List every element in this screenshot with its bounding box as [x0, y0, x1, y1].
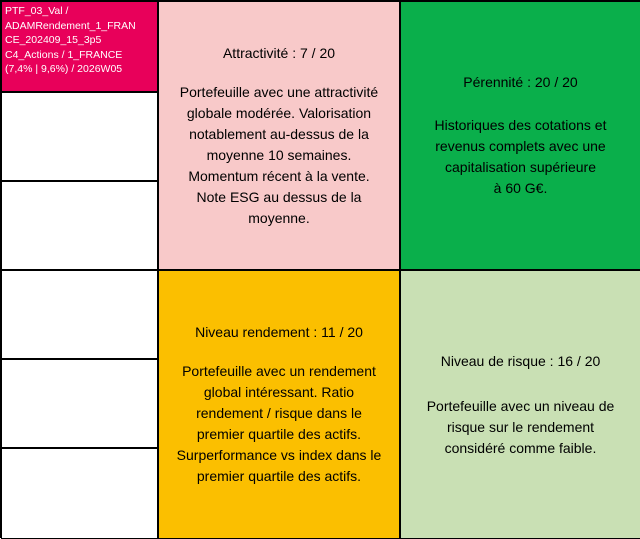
description-line: moyenne 10 semaines. [206, 146, 352, 163]
quadrant-title: Niveau rendement : 11 / 20 [195, 324, 363, 340]
quadrant-description [427, 396, 615, 459]
empty-cell [1, 359, 158, 448]
quadrant-description [435, 115, 607, 199]
description-line: premier quartile des actifs. [196, 468, 362, 484]
description-line: considéré comme faible. [444, 439, 597, 456]
quadrant-description [180, 82, 378, 229]
empty-cell [1, 181, 158, 270]
description-line: global intéressant. Ratio [203, 384, 355, 400]
portfolio-title-cell [1, 1, 158, 92]
description-line: Note ESG au dessus de la [196, 188, 362, 205]
empty-cell [1, 270, 158, 359]
quadrant-description [177, 361, 382, 487]
description-line: rendement / risque dans le [196, 405, 362, 421]
portfolio-line: PTF_03_Val / [5, 5, 69, 17]
description-line: Momentum récent à la vente. [188, 167, 370, 184]
quadrant-title: Pérennité : 20 / 20 [463, 74, 578, 90]
description-line: Historiques des cotations et [434, 117, 607, 133]
description-line: risque sur le rendement [446, 418, 595, 435]
description-line: Surperformance vs index dans le [176, 447, 382, 463]
quadrant-perennite [400, 1, 640, 270]
description-line: premier quartile des actifs. [196, 426, 362, 442]
portfolio-line: C4_Actions / 1_FRANCE [5, 48, 123, 61]
description-line: Portefeuille avec un rendement [182, 363, 376, 379]
description-line: globale modérée. Valorisation [186, 104, 372, 121]
description-line: Portefeuille avec une attractivité [179, 83, 379, 100]
description-line: capitalisation supérieure [445, 159, 596, 175]
description-line: Portefeuille avec un niveau de [426, 397, 615, 414]
quadrant-title: Niveau de risque : 16 / 20 [440, 352, 601, 369]
quadrant-title: Attractivité : 7 / 20 [222, 44, 336, 61]
portfolio-line: CE_202409_15_3p5 [5, 34, 102, 46]
description-line: moyenne. [248, 209, 310, 226]
description-line: à 60 G€. [493, 180, 548, 196]
description-line: notablement au-dessus de la [189, 125, 369, 142]
quadrant-rendement [158, 270, 400, 539]
portfolio-line: (7,4% | 9,6%) / 2026W05 [5, 63, 123, 75]
portfolio-line: ADAMRendement_1_FRAN [5, 19, 136, 32]
description-line: revenus complets avec une [435, 138, 606, 154]
empty-cell [1, 92, 158, 181]
quadrant-risque [400, 270, 640, 539]
empty-cell [1, 448, 158, 539]
quadrant-attractivite [158, 1, 400, 270]
